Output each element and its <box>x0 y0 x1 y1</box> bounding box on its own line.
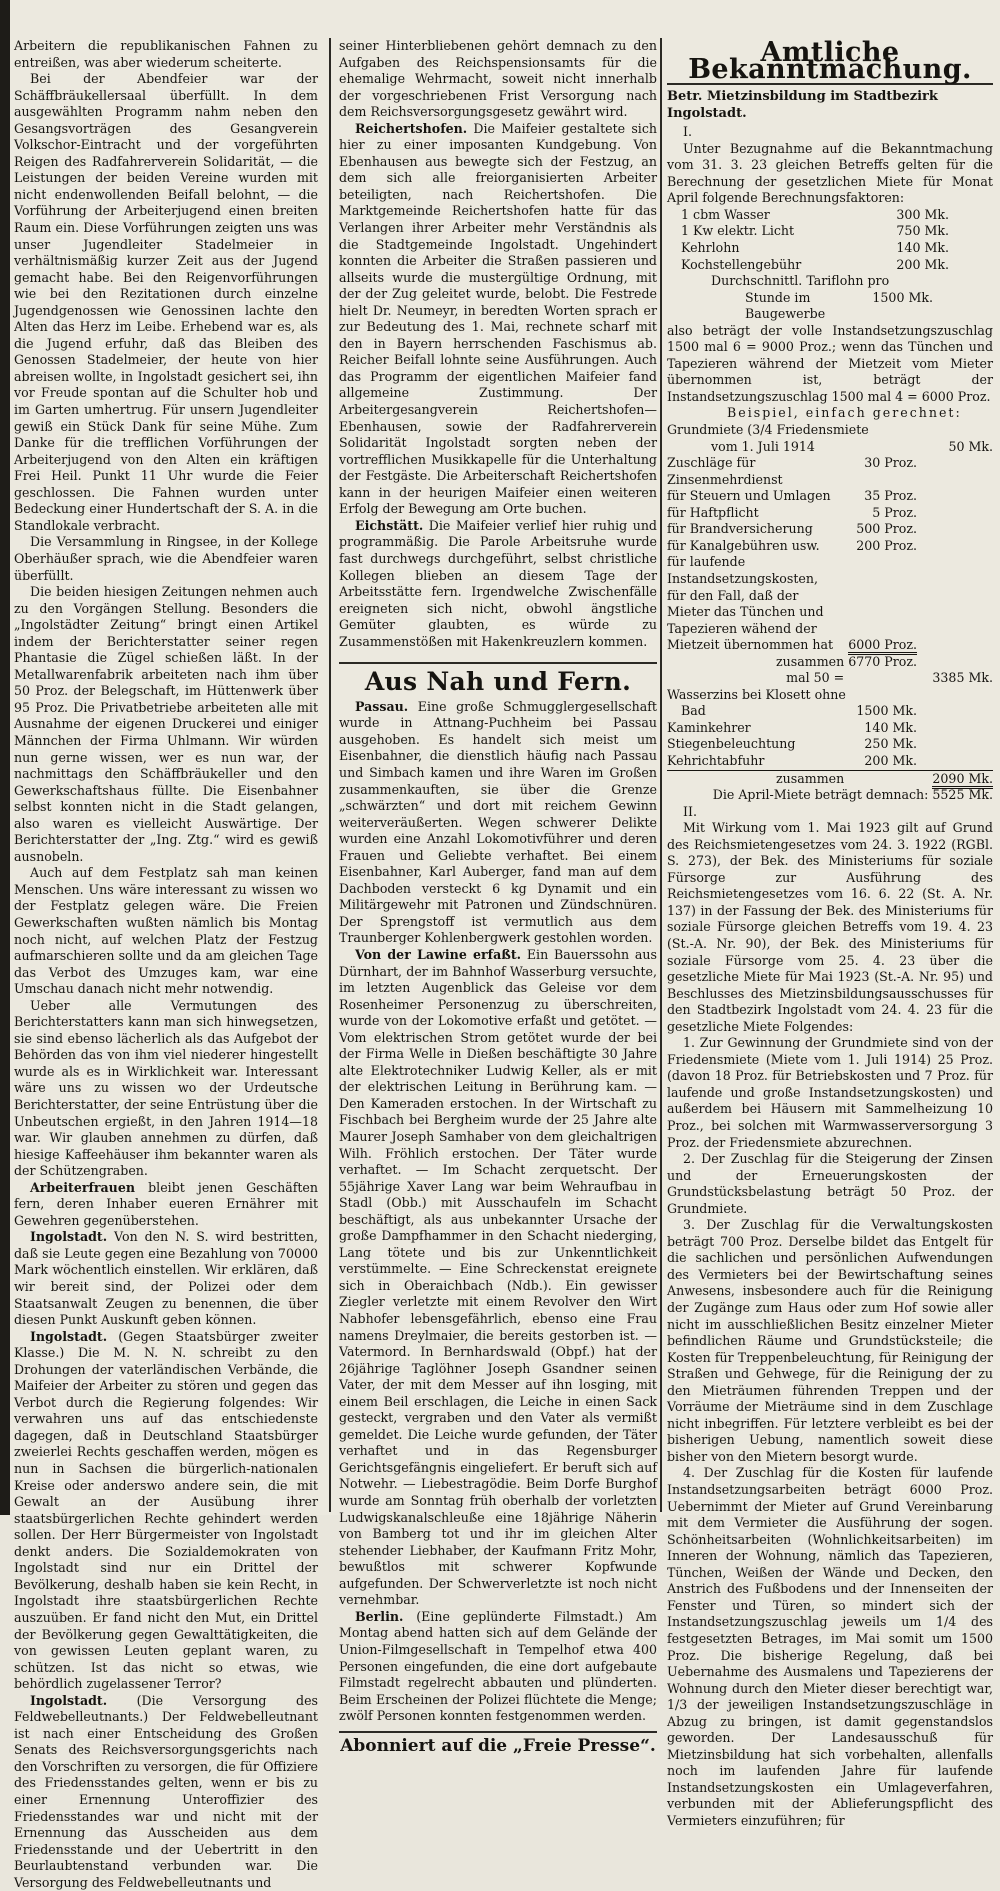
paragraph-text: Die Maifeier verlief hier ruhig und programmäßig. Die Parole Arbeitsruhe wurde fast durchwegs durchgeführt, selbst christliche Kollegen blieben an diesem Tage der Arbeitsstätte fern. Irgendwelche Zwischenfälle ereigneten sich nicht, obwohl ängstliche Gemüter glaubten, es würde zu Zusammenstößen mit Hakenkreuzlern kommen. <box>339 517 657 649</box>
table-row <box>667 505 993 522</box>
table-row <box>667 720 993 737</box>
row-value: 200 Mk. <box>864 752 917 768</box>
paragraph: Unter Bezugnahme auf die Bekanntmachung vom 31. 3. 23 gleichen Betreffs gelten für die Berechnung der gesetzlichen Miete für Monat April folgende Berechnungsfaktoren: <box>667 140 993 206</box>
row-value: 6770 Proz. <box>848 653 917 669</box>
row-value: 35 Proz. <box>864 488 917 504</box>
table-row <box>667 207 993 224</box>
table-row <box>667 240 993 257</box>
row-label: für laufende Instandsetzungskosten, für den Fall, daß der Mieter das Tünchen und Tapezieren wähend der Mietzeit übernommen hat <box>667 554 834 653</box>
row-label: Kochstellengebühr <box>681 256 802 272</box>
row-value: 300 Mk. <box>896 206 949 222</box>
paragraph-text: bleibt jenen Geschäften fern, deren Inhaber eueren Ernährer mit Gewehren gegenüberstehen. <box>14 1179 318 1228</box>
paragraph: Die Versammlung in Ringsee, in der Kollege Oberhäußer sprach, wie die Abendfeier waren überfüllt. <box>14 534 318 583</box>
table-row <box>667 654 993 671</box>
example-table <box>667 422 993 787</box>
paragraph-text: Ein Bauerssohn aus Dürnhart, der im Bahnhof Wasserburg versuchte, im letzten Augenblick das Geleise vor dem Rosenheimer Personenzug zu überschreiten, wurde von der Lokomotive erfaßt und getötet. — Vom elektrischen Strom getötet wurde der bei der Firma Welle in Dießen beschäftigte 30 Jahre alte Elektrotechniker Ludwig Keller, als er mit der elektrischen Leitung in Berührung kam. — Den Kameraden erstochen. In der Wirtschaft zu Fischbach bei Bergheim wurde der 25 Jahre alte Maurer Joseph Samhaber von dem gleichaltrigen Wilh. Fröhlich erstochen. Der Täter wurde verhaftet. — Im Schacht zerquetscht. Der 55jährige Xaver Lang war beim Wehraufbau in Stadl (Obb.) mit Ausschaufeln im Schacht beschäftigt, als aus unbekannter Ursache der große Dampfhammer in den Schacht niederging, Lang tötete und bis zur Unkenntlichkeit verstümmelte. — Eine Schreckenstat ereignete sich in Oberaichbach (Ndb.). Ein gewisser Ziegler verletzte mit einem Revolver den Wirt Nabhofer lebensgefährlich, ebenso eine Frau namens Dreylmaier, die bereits gestorben ist. — Vatermord. In Bernhardswald (Obpf.) hat der 26jährige Taglöhner Joseph Gsandner seinen Vater, der mit dem Messer auf ihn losging, mit einem Beil erschlagen, die Leiche in einen Sack gesteckt, vergraben und den Vater als vermißt gemeldet. Die Leiche wurde gefunden, der Täter verhaftet und in das Regensburger Gerichtsgefängnis eingeliefert. Er beruft sich auf Notwehr. — Liebestragödie. Beim Dorfe Burghof wurde am Sonntag früh oberhalb der vorletzten Ludwigskanalschleuße eine 18jährige Näherin von Bamberg tot und ihr im gleichen Alter stehender Liebhaber, der Kaufmann Fritz Mohr, bewußtlos mit schwerer Kopfwunde aufgefunden. Der Schwerverletzte ist noch nicht vernehmbar. <box>339 946 657 1608</box>
dateline: Ingolstadt. <box>30 1328 108 1344</box>
paragraph-text: (Gegen Staatsbürger zweiter Klasse.) Die M. N. N. schreibt zu den Drohungen der vaterländischen Verbände, die Maifeier der Arbeiter zu stören und gegen das Verbot durch die Regierung folgendes: Wir verwahren uns auf das entschiedenste dagegen, daß in Deutschland Staatsbürger zweierlei Rechts geschaffen werden, mögen es nun in Sachsen die bürgerlich-nationalen Kreise oder anderswo andere sein, die mit Gewalt an der Ausübung ihrer staatsbürgerlichen Rechte gehindert werden sollen. Der Herr Bürgermeister von Ingolstadt denkt anders. Die Sozialdemokraten von Ingolstadt sind nur ein Drittel der Bevölkerung, deshalb haben sie kein Recht, in Ingolstadt ihre staatsbürgerlichen Rechte auszuüben. Er fand nicht den Mut, ein Drittel der Bevölkerung gegen Gewalttätigkeiten, die von gewissen Leuten geplant waren, zu schützen. Ist das nicht so etwas, wie behördlich zugelassener Terror? <box>14 1328 318 1692</box>
paragraph <box>14 1693 318 1891</box>
example-heading: Beispiel, einfach gerechnet: <box>727 405 962 421</box>
section-headline: Aus Nah und Fern. <box>339 662 657 691</box>
row-value: 5 Proz. <box>872 504 917 520</box>
row-value: 200 Mk. <box>896 256 949 272</box>
dateline: Eichstätt. <box>355 517 424 533</box>
paragraph: Ueber alle Vermutungen des Berichterstatters kann man sich hinwegsetzen, sie sind ebenso lächerlich als das Aufgebot der Behörden das von ihm viel niederer hingestellt wurde als es in Wirklichkeit war. Interessant wäre uns zu wissen wo der Urdeutsche Berichterstatter, der seine Entrüstung über die Unbeutschen ergießt, in den Jahren 1914—18 war. Wir glauben annehmen zu dürfen, daß hiesige Kaffeehäuser ihm bekannter waren als der Schützengraben. <box>14 997 318 1179</box>
row-label: mal 50 = <box>786 670 845 686</box>
paragraph <box>339 699 657 947</box>
table-row <box>667 703 993 720</box>
row-value: 3385 Mk. <box>932 670 993 686</box>
row-value: 200 Proz. <box>856 537 917 553</box>
row-label: für Kanalgebühren usw. <box>667 537 820 553</box>
row-value: 140 Mk. <box>896 240 949 256</box>
row-value <box>848 770 993 787</box>
row-value-text: 2090 Mk. <box>932 771 993 789</box>
dateline: Ingolstadt. <box>30 1692 108 1708</box>
dateline: Von der Lawine erfaßt. <box>355 946 522 962</box>
row-value-text: 6000 Proz. <box>848 637 917 655</box>
row-label: Stiegenbeleuchtung <box>667 736 796 752</box>
paragraph: seiner Hinterbliebenen gehört demnach zu den Aufgaben des Reichspensionsamts für die ehemalige Wehrmacht, soweit nicht innerhalb der vorgeschriebenen Frist Versorgung nach dem Reichsversorgungsgesetz gewährt wird. <box>339 38 657 120</box>
column-rule <box>329 38 331 1512</box>
numbered-paragraph: 3. Der Zuschlag für die Verwaltungskosten beträgt 700 Proz. Derselbe bildet das Entgelt für die sachlichen und persönlichen Aufwendungen des Vermieters bei der Bewirtschaftung seines Anwesens, insbesondere auch für die Reinigung der Zugänge zum Haus oder zum Hof sowie aller nicht im ausschließlichen Besitz einzelner Mieter befindlichen Räume und Grundstücksteile; die Kosten für Treppenbeleuchtung, für Reinigung der Straßen und Gehwege, für die Reinigung der zu den Mieträumen führenden Treppen und der Vorräume der Mieträume sind in dem Zuschlage nicht inbegriffen. Für letztere verbleibt es bei der bisherigen Uebung, namentlich soweit diese bisher von den Mietern besorgt wurde. <box>667 1217 993 1464</box>
paragraph: Die beiden hiesigen Zeitungen nehmen auch zu den Vorgängen Stellung. Besonders die „Ingolstädter Zeitung“ bringt einen Artikel indem der Berichterstatter seiner regen Phantasie die Zügel schießen läßt. In der Metallwarenfabrik arbeiteten nach ihm über 50 Proz. der Belegschaft, im Hüttenwerk über 95 Proz. Die Privatbetriebe arbeiteten alle mit Ausnahme der eigenen Druckerei und einiger Männchen der Firma Uhlmann. Wir würden nun gerne wissen, wer es nun war, der nachmittags den Schäffbräukeller und den Gewerkschaftshaus füllte. Die Eisenbahner selbst konnten nicht in die Stadt gelangen, also waren es vielleicht Auswärtige. Der Berichterstatter der „Ing. Ztg.“ wird es gewiß ausnobeln. <box>14 584 318 864</box>
paragraph: Arbeitern die republikanischen Fahnen zu entreißen, was aber wiederum scheiterte. <box>14 38 318 70</box>
row-label: Kehrlohn <box>681 240 740 256</box>
row-value: 500 Proz. <box>856 521 917 537</box>
scan-edge <box>0 0 10 1515</box>
row-label: zusammen <box>776 770 845 786</box>
table-row <box>667 290 993 323</box>
factor-table <box>667 207 993 323</box>
paragraph: Auch auf dem Festplatz sah man keinen Menschen. Uns wäre interessant zu wissen wo der Festplatz gelegen wäre. Die Freien Gewerkschaften wußten nämlich bis Montag noch nicht, auf welchen Platz der Festzug aufmarschieren sollte und da am gleichen Tage das Verbot des Umzuges kam, war eine Umschau danach nicht mehr notwendig. <box>14 865 318 997</box>
paragraph: Bei der Abendfeier war der Schäffbräukellersaal überfüllt. In dem ausgewählten Programm nahm neben den Gesangsvorträgen des Gesangverein Volkschor-Eintracht und der vorgeführten Reigen des Radfahrerverein Solidarität, — die Leistungen der beiden Vereine wurden mit nicht endenwollenden Beifall belohnt, — die Vorführung der Arbeiterjugend einen breiten Raum ein. Diese Vorführungen zeigten uns was unser Jugendleiter Stadelmeier in verhältnismäßig kurzer Zeit aus der Jugend gemacht habe. Bei den Reigenvorführungen wie bei den Rezitationen durch einzelne Jugendgenossen wie Genossinen lachte den Alten das Herz im Leibe. Erhebend war es, als die Jugend erfuhr, daß das Bleiben des Genossen Stadelmeier, der heute von hier abreisen wollte, in Ingolstadt gesichert sei, ihn vor Freude spontan auf die Schulter hob und im Garten umhertrug. Für unsern Jugendleiter gewiß ein Stück Dank für seine Mühe. Zum Danke für die trefflichen Vorführungen der Arbeiterjugend von den Alten ein kräftigen Frei Heil. Punkt 11 Uhr wurde die Feier geschlossen. Die Fahnen wurden unter Bedeckung einer Hundertschaft der S. A. in die Standlokale verbracht. <box>14 71 318 533</box>
column-1 <box>14 38 318 1890</box>
row-value: 250 Mk. <box>864 736 917 752</box>
dateline: Passau. <box>355 698 409 714</box>
section-number: II. <box>683 803 697 819</box>
table-row <box>667 554 993 653</box>
table-row <box>667 521 993 538</box>
dateline: Ingolstadt. <box>30 1229 108 1245</box>
column-2 <box>339 38 657 1756</box>
paragraph <box>339 121 657 518</box>
row-label: Grundmiete (3/4 Friedensmiete <box>667 422 869 438</box>
column-3 <box>667 37 993 1828</box>
row-label: für Brandversicherung <box>667 521 813 537</box>
dateline: Reichertshofen. <box>355 120 468 136</box>
row-label: 1 cbm Wasser <box>681 206 770 222</box>
column-rule <box>660 38 662 1512</box>
table-row <box>667 455 993 488</box>
section-number: I. <box>683 124 692 140</box>
row-label: für Haftpflicht <box>667 504 759 520</box>
notice-title: Amtliche Bekanntmachung. <box>688 37 972 85</box>
paragraph-text: Von den N. S. wird bestritten, daß sie Leute gegen eine Bezahlung von 70000 Mark wöchentlich einstellen. Wir erklären, daß wir bereit sind, der Polizei oder dem Staatsanwalt Zeugen zu benennen, die über diesen Punkt Auskunft geben können. <box>14 1229 318 1328</box>
row-label: Durchschnittl. Tariflohn pro <box>711 273 890 289</box>
row-label: zusammen <box>776 653 845 669</box>
dateline: Arbeiterfrauen <box>30 1179 136 1195</box>
row-value <box>848 554 993 653</box>
table-row <box>667 488 993 505</box>
table-row <box>667 736 993 753</box>
paragraph <box>339 1609 657 1725</box>
table-row <box>667 439 993 456</box>
row-label: Wasserzins bei Klosett ohne <box>667 686 846 702</box>
subscription-banner: Abonniert auf die „Freie Presse“. <box>339 1731 657 1755</box>
numbered-paragraph: 1. Zur Gewinnung der Grundmiete sind von der Friedensmiete (Miete vom 1. Juli 1914) 25 Proz. (davon 18 Proz. für Betriebskosten und 7 Proz. für laufende und große Instandsetzungskosten) und außerdem bei Häusern mit Sammelheizung 10 Proz., bei solchen mit Warmwasserversorgung 3 Proz. der Friedensmiete abzurechnen. <box>667 1035 993 1150</box>
table-row <box>667 770 993 787</box>
row-label: 1 Kw elektr. Licht <box>681 223 795 239</box>
paragraph <box>14 1229 318 1328</box>
table-row <box>667 538 993 555</box>
row-label: Zuschläge für Zinsenmehrdienst <box>667 455 783 487</box>
table-row <box>667 223 993 240</box>
paragraph: also beträgt der volle Instandsetzungszuschlag 1500 mal 6 = 9000 Proz.; wenn das Tünchen und Tapezieren während der Mietzeit vom Mieter übernommen ist, beträgt der Instandsetzungszuschlag 1500 mal 4 = 6000 Proz. <box>667 322 993 404</box>
dateline: Berlin. <box>355 1608 404 1624</box>
paragraph-text: (Die Versorgung des Feldwebelleutnants.) Der Feldwebelleutnant ist nach einer Entscheidung des Großen Senats des Reichsversorgungsgerichts nach den Vorschriften zu versorgen, die für Offiziere des Friedensstandes gelten, wenn er bis zu einer Ernennung Unteroffizier des Friedensstandes war und nicht mit der Ernennung das Ausscheiden aus dem Friedensstande und der Uebertritt in den Beurlaubtenstand verbunden war. Die Versorgung des Feldwebelleutnants und <box>14 1692 318 1890</box>
table-row <box>667 687 993 704</box>
row-label: für Steuern und Umlagen <box>667 488 831 504</box>
paragraph-text: Eine große Schmugglergesellschaft wurde in Attnang-Puchheim bei Passau ausgehoben. Es handelt sich meist um Eisenbahner, die dienstlich häufig nach Passau und Simbach kamen und ihre Waren im Großen zusammenkauften, sie über die Grenze „schwärzten“ und dort mit reichem Gewinn weiterveräußerten. Wegen schwerer Delikte wurden eine Anzahl Lokomotivführer und deren Frauen und Geliebte verhaftet. Bei einem Eisenbahner, Karl Auberger, fand man auf dem Dachboden versteckt 6 kg Dynamit und ein Militärgewehr mit Patronen und Zündschnüren. Der Sprengstoff ist vermutlich aus dem Traunberger Kohlenbergwerk gestohlen worden. <box>339 698 657 946</box>
row-label: Kaminkehrer <box>667 719 751 735</box>
row-value: 1500 Mk. <box>856 703 917 719</box>
notice-subject: Betr. Mietzinsbildung im Stadtbezirk Ingolstadt. <box>667 83 993 122</box>
row-value: 50 Mk. <box>948 438 993 454</box>
row-label: Bad <box>681 703 706 719</box>
numbered-paragraph: 4. Der Zuschlag für die Kosten für laufende Instandsetzungsarbeiten beträgt 6000 Proz. Uebernimmt der Mieter auf Grund Vereinbarung mit dem Vermieter die Ausführung der sogen. Schönheitsarbeiten (Wohnlichkeitsarbeiten) im Inneren der Wohnung, nämlich das Tapezieren, Tünchen, Weißen der Wände und Decken, den Anstrich des Fußbodens und der Innenseiten der Fenster und Türen, so mindert sich der Instandsetzungszuschlag jeweils um 1/4 des festgesetzten Betrages, im Mai somit um 1500 Proz. Die bisherige Regelung, daß bei Uebernahme des Ausmalens und Tapezierens der Wohnung durch den Mieter dieser berechtigt war, 1/3 der jeweiligen Instandsetzungszuschläge in Abzug zu bringen, ist damit gegenstandslos geworden. Der Landesausschuß für Mietzinsbildung hat sich vorbehalten, allenfalls noch im laufenden Jahre für laufende Instandsetzungskosten ein Umlageverfahren, verbunden mit der Ablieferungspflicht des Vermieters einzuführen; für <box>667 1465 993 1828</box>
table-row <box>667 670 993 687</box>
paragraph-text: Die Maifeier gestaltete sich hier zu einer imposanten Kundgebung. Von Ebenhausen aus bewegte sich der Festzug, an dem sich alle freiorganisierten Arbeiter beteiligten, nach Reichertshofen. Die Marktgemeinde Reichertshofen hatte für das Verlangen ihrer Arbeiter mehr Verständnis als die Stadtgemeinde Ingolstadt. Ungehindert konnten die Arbeiter die Straßen passieren und allseits wurde die mustergültige Ordnung, mit der der Zug geleitet wurde, belobt. Die Festrede hielt Dr. Neumeyr, in beredten Worten sprach er zur Bedeutung des 1. Mai, rechnete scharf mit den in Bayern herrschenden Faschismus ab. Reicher Beifall lohnte seine Ausführungen. Auch das Programm der eigentlichen Maifeier fand allgemeine Zustimmung. Der Arbeitergesangverein Reichertshofen—Ebenhausen, sowie der Radfahrerverein Solidarität Ingolstadt sorgten neben der vortrefflichen Musikkapelle für die Unterhaltung der Festgäste. Die Arbeiterschaft Reichertshofen kann in der heurigen Maifeier einen weiteren Erfolg der Bewegung am Orte buchen. <box>339 120 657 517</box>
row-value: 140 Mk. <box>864 719 917 735</box>
table-row <box>667 273 993 290</box>
paragraph <box>14 1329 318 1693</box>
row-value: 1500 Mk. <box>872 289 933 305</box>
table-row <box>667 422 993 439</box>
paragraph-text: (Eine geplünderte Filmstadt.) Am Montag abend hatten sich auf dem Gelände der Union-Filmgesellschaft in Tempelhof etwa 400 Personen eingefunden, die eine dort aufgebaute Filmstadt regelrecht abbauten und plünderten. Beim Erscheinen der Polizei flüchtete die Menge; zwölf Personen konnten festgenommen werden. <box>339 1608 657 1724</box>
paragraph: Mit Wirkung vom 1. Mai 1923 gilt auf Grund des Reichsmietengesetzes vom 24. 3. 1922 (RGBl. S. 273), der Bek. des Ministeriums für soziale Fürsorge zur Ausführung des Reichsmietengesetzes vom 16. 6. 22 (St. A. Nr. 137) in der Fassung der Bek. des Ministeriums für soziale Fürsorge gleichen Betreffs vom 19. 4. 23 (St.-A. Nr. 90), der Bek. des Ministeriums für soziale Fürsorge vom 25. 4. 23 über die gesetzliche Miete für Mai 1923 (St.-A. Nr. 95) und Beschlusses des Mietzinsbildungsausschusses für den Stadtbezirk Ingolstadt vom 24. 4. 23 für die gesetzliche Miete Folgendes: <box>667 820 993 1034</box>
row-value: 30 Proz. <box>864 455 917 471</box>
table-row <box>667 257 993 274</box>
row-value: 750 Mk. <box>896 223 949 239</box>
paragraph <box>339 947 657 1609</box>
numbered-paragraph: 2. Der Zuschlag für die Steigerung der Zinsen und der Erneuerungskosten der Grundstücksbelastung beträgt 50 Proz. der Grundmiete. <box>667 1151 993 1216</box>
row-label: Kehrichtabfuhr <box>667 752 765 768</box>
paragraph <box>339 518 657 650</box>
paragraph <box>14 1180 318 1230</box>
table-row <box>667 753 993 770</box>
row-label: Stunde im Baugewerbe <box>745 289 826 322</box>
row-label: vom 1. Juli 1914 <box>711 438 815 454</box>
april-rent-total: Die April-Miete beträgt demnach: 5525 Mk. <box>712 787 993 803</box>
